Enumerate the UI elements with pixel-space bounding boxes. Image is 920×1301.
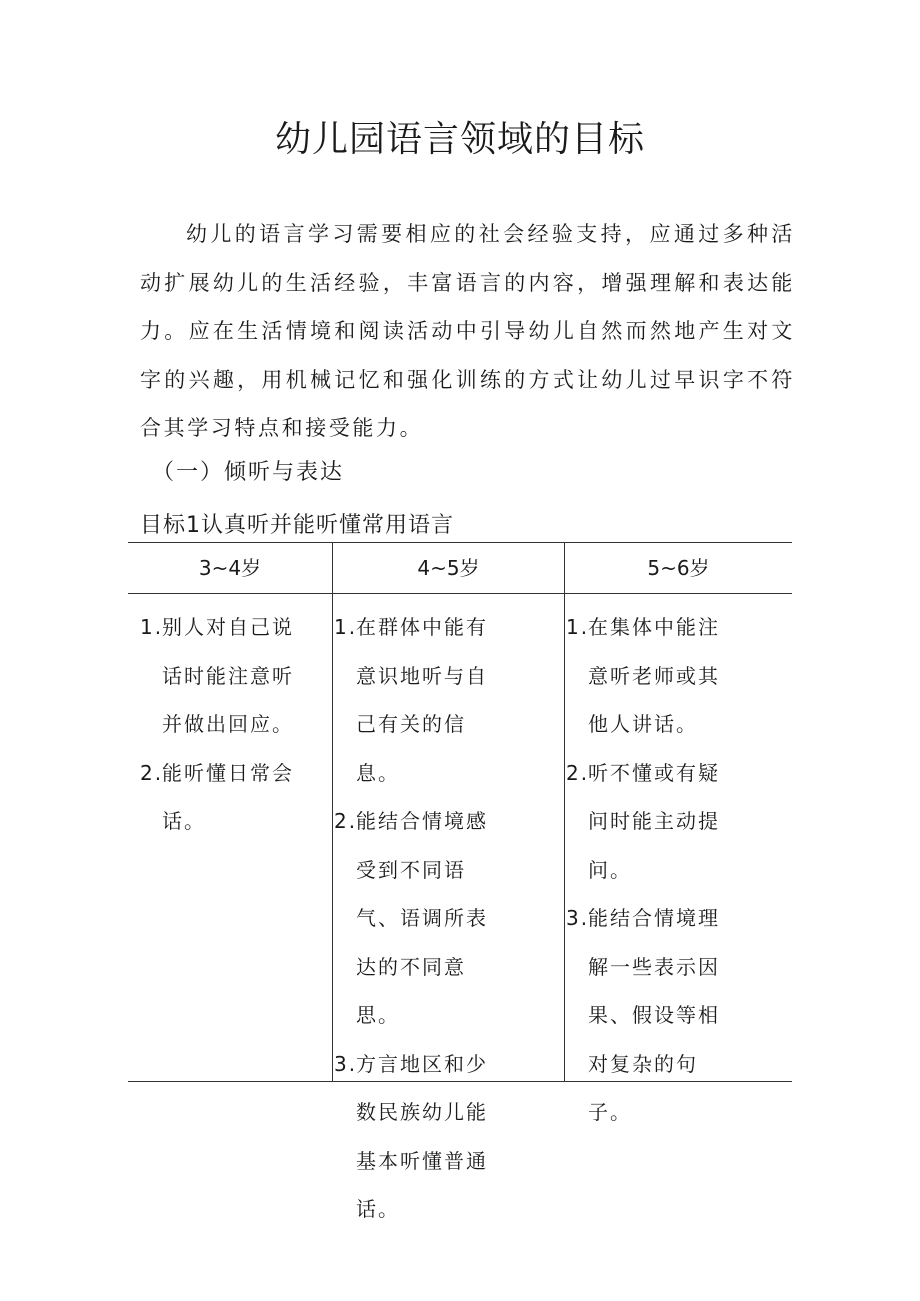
goal-table (128, 542, 792, 1221)
item-text: 能结合情境理解一些表示因果、假设等相对复杂的句子。 (588, 906, 720, 1124)
table-column-divider (564, 543, 565, 1081)
list-item (566, 749, 736, 895)
item-text: 能结合情境感受到不同语气、语调所表达的不同意思。 (356, 809, 488, 1027)
list-item (566, 603, 736, 749)
intro-paragraph (140, 210, 795, 453)
list-item (140, 603, 310, 749)
item-text: 在群体中能有意识地听与自己有关的信息。 (356, 615, 488, 785)
page-title: 幼儿园语言领域的目标 (274, 119, 645, 160)
list-item (334, 797, 504, 1040)
table-header-age-3-4: 3~4岁 (198, 556, 262, 580)
list-item (566, 894, 736, 1137)
list-item (334, 1040, 504, 1234)
intro-line: 情境和阅读活动中引导幼儿自然而然地产生对文字的兴趣，用机械记 (140, 319, 795, 392)
table-cell-age-4-5 (334, 603, 504, 1234)
table-header-age-5-6: 5~6岁 (647, 556, 710, 580)
table-header-age-4-5: 4~5岁 (417, 556, 480, 580)
item-number: 2. (334, 809, 358, 833)
table-column-divider (332, 543, 333, 1081)
list-item (140, 749, 310, 846)
item-text: 在集体中能注意听老师或其他人讲话。 (588, 615, 720, 736)
item-number: 1. (566, 615, 590, 639)
table-cell-age-5-6 (566, 603, 736, 1137)
goal-heading: 目标1认真听并能听懂常用语言 (140, 513, 454, 538)
intro-line: 幼儿的语言学习需要相应的社会经验支持，应通过多种活动扩展 (140, 222, 795, 295)
item-text: 能听懂日常会话。 (162, 760, 294, 833)
item-text: 听不懂或有疑问时能主动提问。 (588, 760, 720, 882)
table-cell-age-3-4 (140, 603, 310, 846)
section-heading: （一）倾听与表达 (152, 460, 345, 485)
item-number: 3. (566, 906, 590, 930)
item-number: 3. (334, 1051, 358, 1076)
item-number: 2. (566, 760, 590, 785)
item-text: 方言地区和少数民族幼儿能基本听懂普通话。 (356, 1051, 488, 1221)
table-header-divider (128, 593, 792, 594)
item-number: 2. (140, 760, 164, 785)
list-item (334, 603, 504, 797)
item-text: 别人对自己说话时能注意听并做出回应。 (162, 615, 294, 736)
intro-line: 幼儿的生活经验，丰富语言的内容，增强理解和表达能力。应在生活 (140, 270, 795, 343)
item-number: 1. (140, 615, 164, 639)
item-number: 1. (334, 615, 358, 639)
intro-line: 忆和强化训练的方式让幼儿过早识字不符合其学习特点和接受能力。 (140, 367, 795, 440)
